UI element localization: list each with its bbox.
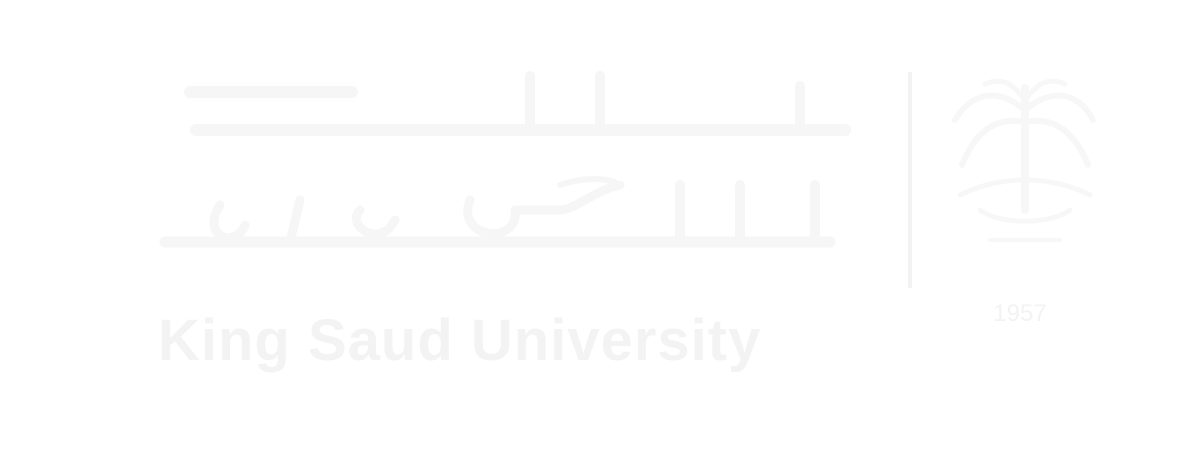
university-name: King Saud University [158,308,762,373]
founding-year: 1957 [993,300,1047,327]
palm-tree-seal-icon [955,81,1093,240]
arabic-wordmark [165,76,845,242]
